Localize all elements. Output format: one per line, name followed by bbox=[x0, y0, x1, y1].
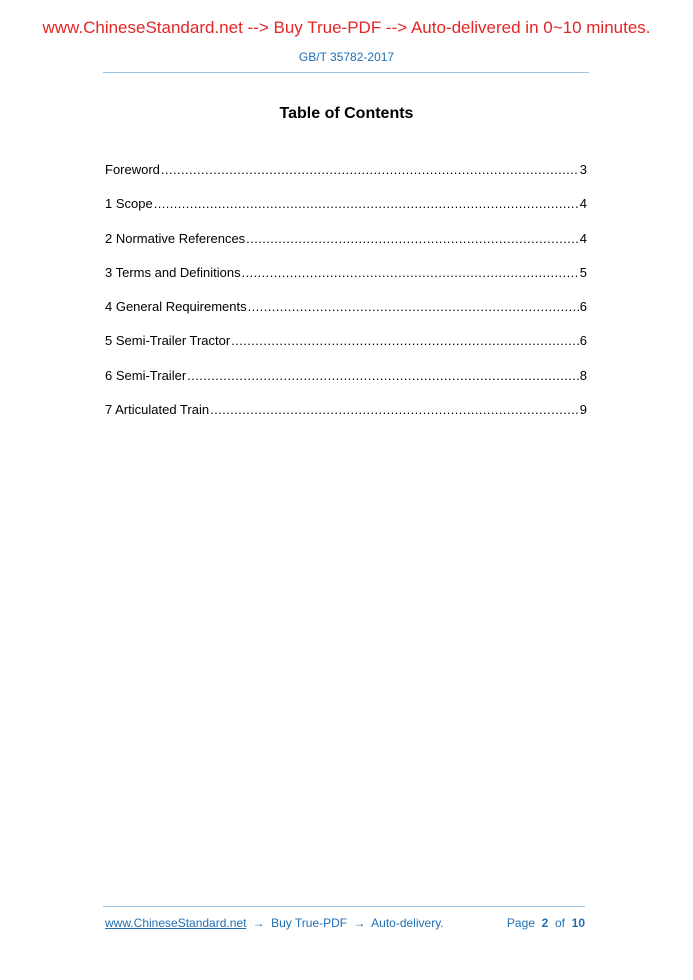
toc-leader-dots bbox=[246, 230, 579, 248]
toc-entry-semi-trailer[interactable] bbox=[105, 367, 587, 401]
toc-entry-semi-trailer-tractor[interactable] bbox=[105, 332, 587, 366]
toc-entry-articulated-train[interactable] bbox=[105, 401, 587, 435]
page-number bbox=[507, 915, 585, 931]
toc-leader-dots bbox=[161, 161, 579, 179]
toc-entry-label: 4 General Requirements bbox=[105, 299, 247, 315]
toc-entry-label: Foreword bbox=[105, 162, 160, 177]
footer-site-link[interactable]: www.ChineseStandard.net bbox=[105, 916, 247, 930]
toc-entry-label: 5 Semi-Trailer Tractor bbox=[105, 333, 231, 349]
page-current: 2 bbox=[541, 916, 549, 930]
footer-buy-text: Buy True-PDF bbox=[271, 916, 348, 930]
toc-entry-general-requirements[interactable] bbox=[105, 298, 587, 332]
toc-entry-label: 2 Normative References bbox=[105, 230, 246, 246]
toc-entry-label: 6 Semi-Trailer bbox=[105, 367, 187, 383]
toc-entry-normative-references[interactable] bbox=[105, 230, 587, 264]
footer-delivery-text: Auto-delivery. bbox=[371, 916, 444, 930]
document-code: GB/T 35782-2017 bbox=[298, 50, 395, 64]
page-total: 10 bbox=[571, 916, 585, 930]
toc-entry-foreword[interactable] bbox=[105, 161, 587, 195]
page-of-label: of bbox=[554, 916, 565, 930]
toc-entry-page: 9 bbox=[579, 402, 587, 418]
toc-entry-page: 8 bbox=[579, 367, 587, 383]
toc-title: Table of Contents bbox=[279, 105, 414, 122]
toc-leader-dots bbox=[154, 195, 579, 213]
footer-divider bbox=[103, 906, 585, 907]
footer-promo bbox=[105, 915, 444, 931]
toc-entry-page: 5 bbox=[579, 264, 587, 280]
toc-entry-page: 6 bbox=[579, 299, 587, 315]
page-footer bbox=[105, 915, 585, 931]
toc-entry-terms-and-definitions[interactable] bbox=[105, 264, 587, 298]
toc-leader-dots bbox=[187, 367, 579, 385]
toc-entry-label: 3 Terms and Definitions bbox=[105, 264, 241, 280]
toc-leader-dots bbox=[210, 401, 579, 419]
toc-entry-page: 4 bbox=[579, 230, 587, 246]
toc-entry-page: 4 bbox=[579, 196, 587, 212]
toc-entry-page: 6 bbox=[579, 333, 587, 349]
toc-entry-label: 1 Scope bbox=[105, 196, 153, 212]
toc-entry-scope[interactable] bbox=[105, 195, 587, 229]
toc-leader-dots bbox=[231, 332, 579, 350]
toc-leader-dots bbox=[242, 264, 579, 282]
promo-banner[interactable]: www.ChineseStandard.net --> Buy True-PDF --> Auto-delivered in 0~10 minutes. bbox=[42, 18, 651, 37]
page-label: Page bbox=[506, 916, 535, 930]
toc-leader-dots bbox=[248, 298, 579, 316]
toc-list bbox=[105, 161, 587, 435]
toc-entry-page: 3 bbox=[579, 162, 587, 177]
right-arrow-icon: → bbox=[252, 916, 265, 930]
header-divider bbox=[103, 72, 589, 73]
right-arrow-icon: → bbox=[353, 916, 366, 930]
toc-entry-label: 7 Articulated Train bbox=[105, 402, 210, 418]
